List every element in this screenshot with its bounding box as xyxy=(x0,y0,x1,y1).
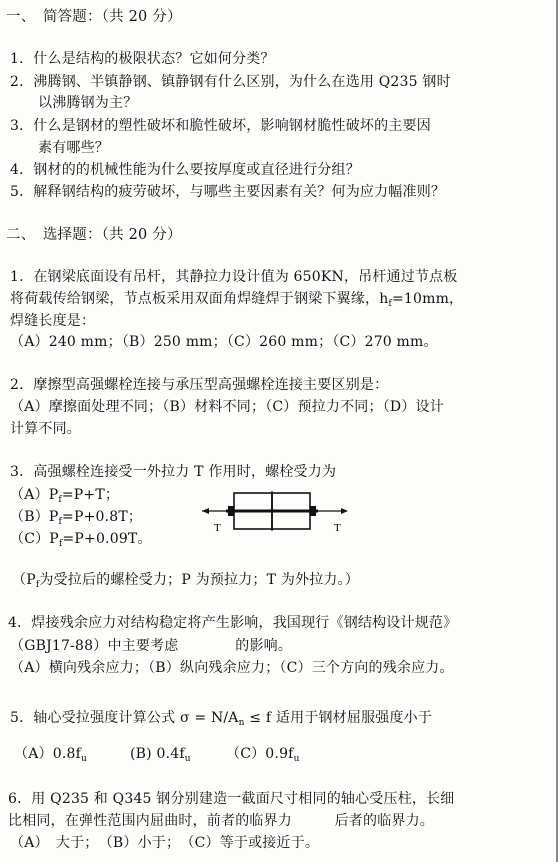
scan-edge xyxy=(556,0,558,862)
s1-question-3-cont: 素有哪些？ xyxy=(38,140,109,156)
q3-option-c: $(C)P_f=P+0.09T$。 xyxy=(10,531,152,549)
s1-question-3: 3．什么是钢材的塑性破坏和脆性破坏，影响钢材脆性破坏的主要因 xyxy=(10,118,431,134)
q6-line1: 6．用 Q235 和 Q345 钢分别建造一截面尺寸相同的轴心受压柱，长细 xyxy=(8,791,455,807)
bolt-head-left xyxy=(228,506,234,516)
q4-line2: （GBJ17-88）中主要考虑 的影响。 xyxy=(10,638,293,654)
q3-line1: 3．高强螺栓连接受一外拉力 T 作用时，螺栓受力为 xyxy=(10,464,337,480)
q3-option-b: $(B)P_f=P+0.8T$； xyxy=(10,509,143,527)
q1-options: （A）240 mm；（B）250 mm；（C）260 mm；（C）270 mm。 xyxy=(10,334,438,350)
q2-line3: 计算不同。 xyxy=(10,421,81,437)
force-label-right: T xyxy=(334,522,341,534)
bolt-head-right xyxy=(310,506,316,516)
q5-option-b: (B) $0.4f_u$ xyxy=(130,746,191,764)
force-label-left: T xyxy=(214,522,221,534)
bolt-tension-figure xyxy=(200,489,350,535)
q5-line1: 5．轴心受拉强度计算公式 $\sigma = N/A_n \le f$ 适用于钢材屈服强度小于 xyxy=(10,710,433,728)
q3-option-a: $(A)P_f=P+T$； xyxy=(10,487,120,505)
q5-option-c: $(C)0.9f_u$ xyxy=(226,746,300,764)
s1-question-4: 4．钢材的的机械性能为什么要按厚度或直径进行分组？ xyxy=(10,162,360,178)
q2-line2: （A）摩擦面处理不同；（B）材料不同；（C）预拉力不同；（D）设计 xyxy=(10,399,444,415)
q4-line1: 4．焊接残余应力对结构稳定将产生影响，我国现行《钢结构设计规范》 xyxy=(8,615,458,631)
s1-question-2: 2．沸腾钢、半镇静钢、镇静钢有什么区别，为什么在选用 Q235 钢时 xyxy=(10,74,451,90)
q4-line3: （A）横向残余应力；（B）纵向残余应力；（C）三个方向的残余应力。 xyxy=(10,660,454,676)
section2-title: 二、 选择题：（共 20 分） xyxy=(6,227,182,243)
q1-line3: 焊缝长度是： xyxy=(10,313,96,329)
s1-question-2-cont: 以沸腾钢为主？ xyxy=(38,95,138,111)
arrow-left xyxy=(202,508,209,514)
q1-line2: 将荷载传给钢梁，节点板采用双面角焊缝焊于钢梁下翼缘，$h_f=10mm$， xyxy=(10,291,464,309)
q6-line3: （A） 大于； （B）小于； （C）等于或接近于。 xyxy=(10,835,320,851)
s1-question-1: 1．什么是结构的极限状态？它如何分类？ xyxy=(10,51,275,67)
q1-line1: 1．在钢梁底面设有吊杆，其静拉力设计值为 650KN，吊杆通过节点板 xyxy=(10,269,458,285)
q5-option-a: $(A)0.8f_u$ xyxy=(14,746,87,764)
arrow-right xyxy=(341,508,348,514)
q2-line1: 2．摩擦型高强螺栓连接与承压型高强螺栓连接主要区别是： xyxy=(10,377,389,393)
q6-line2: 比相同，在弹性范围内屈曲时，前者的临界力 后者的临界力。 xyxy=(8,813,434,829)
s1-question-5: 5．解释钢结构的疲劳破坏，与哪些主要因素有关？何为应力幅准则？ xyxy=(10,184,446,200)
q3-note: （$P_f$为受拉后的螺栓受力；P 为预拉力；T 为外拉力。） xyxy=(12,572,360,590)
section1-title: 一、 简答题：（共 20 分） xyxy=(6,9,182,25)
